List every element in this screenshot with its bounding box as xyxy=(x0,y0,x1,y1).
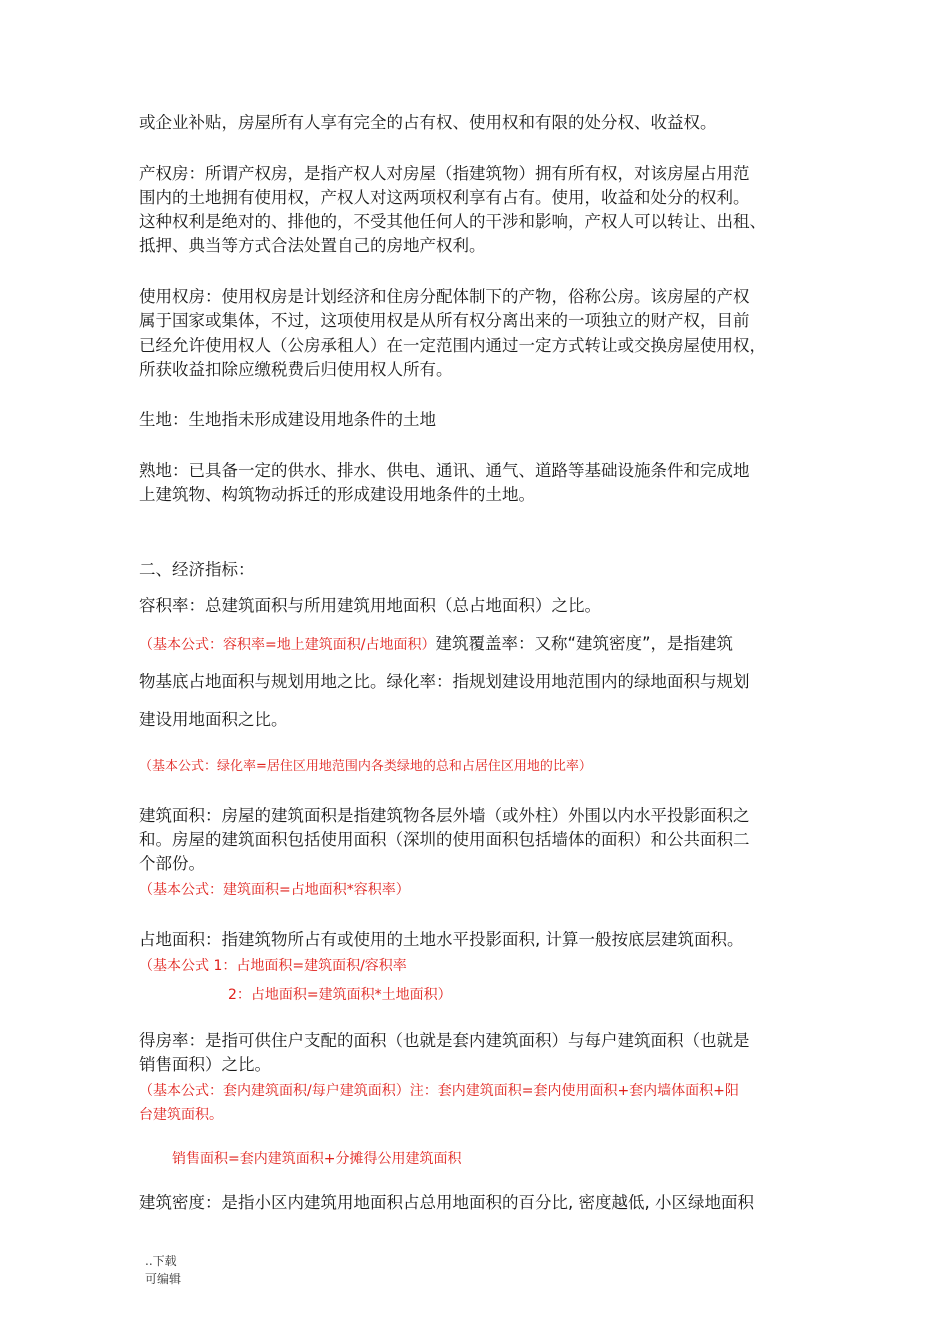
section-heading: 二、经济指标： xyxy=(139,560,255,579)
formula-plot-ratio: （基本公式：容积率=地上建筑面积/占地面积） xyxy=(139,637,436,653)
text-line: 建设用地面积之比。 xyxy=(139,710,288,729)
text-line: 得房率：是指可供住户支配的面积（也就是套内建筑面积）与每户建筑面积（也就是 xyxy=(139,1031,750,1050)
text-line: 或企业补贴，房屋所有人享有完全的占有权、使用权和有限的处分权、收益权。 xyxy=(139,113,717,132)
formula-building-area: （基本公式：建筑面积=占地面积*容积率） xyxy=(139,882,410,898)
text-line: 建筑面积：房屋的建筑面积是指建筑物各层外墙（或外柱）外围以内水平投影面积之 xyxy=(139,806,750,825)
formula-sales-area: 销售面积=套内建筑面积+分摊得公用建筑面积 xyxy=(172,1151,462,1167)
footer-download: ..下载 xyxy=(145,1254,177,1268)
text-line: 和。房屋的建筑面积包括使用面积（深圳的使用面积包括墙体的面积）和公共面积二 xyxy=(139,830,750,849)
text-line: 容积率：总建筑面积与所用建筑用地面积（总占地面积）之比。 xyxy=(139,596,601,615)
text-span: 建筑覆盖率：又称“建筑密度”，是指建筑 xyxy=(435,634,734,653)
text-line: 建筑密度：是指小区内建筑用地面积占总用地面积的百分比, 密度越低, 小区绿地面积 xyxy=(139,1193,754,1212)
text-line: 产权房：所谓产权房，是指产权人对房屋（指建筑物）拥有所有权，对该房屋占用范 xyxy=(139,164,750,183)
formula-land-area-1: （基本公式 1：占地面积=建筑面积/容积率 xyxy=(139,958,407,974)
text-line: 个部份。 xyxy=(139,854,205,873)
formula-land-area-2: 2：占地面积=建筑面积*土地面积） xyxy=(228,987,452,1003)
text-line: 上建筑物、构筑物动拆迁的形成建设用地条件的土地。 xyxy=(139,485,535,504)
text-line: 所获收益扣除应缴税费后归使用权人所有。 xyxy=(139,360,453,379)
text-line: 熟地：已具备一定的供水、排水、供电、通讯、通气、道路等基础设施条件和完成地 xyxy=(139,461,750,480)
text-line: 已经允许使用权人（公房承租人）在一定范围内通过一定方式转让或交换房屋使用权， xyxy=(139,336,766,355)
text-line: 这种权利是绝对的、排他的，不受其他任何人的干涉和影响，产权人可以转让、出租、 xyxy=(139,212,766,231)
text-line-mixed xyxy=(139,634,733,654)
footer-editable: 可编辑 xyxy=(145,1272,182,1286)
text-line: 销售面积）之比。 xyxy=(139,1055,271,1074)
text-line: 物基底占地面积与规划用地之比。绿化率：指规划建设用地范围内的绿地面积与规划 xyxy=(139,672,750,691)
formula-efficiency-ratio-cont: 台建筑面积。 xyxy=(139,1107,223,1123)
text-line: 属于国家或集体，不过，这项使用权是从所有权分离出来的一项独立的财产权，目前 xyxy=(139,311,750,330)
text-line: 围内的土地拥有使用权，产权人对这两项权利享有占有。使用，收益和处分的权利。 xyxy=(139,188,750,207)
formula-green-ratio: （基本公式：绿化率=居住区用地范围内各类绿地的总和占居住区用地的比率） xyxy=(139,759,592,774)
text-line: 占地面积：指建筑物所占有或使用的土地水平投影面积, 计算一般按底层建筑面积。 xyxy=(139,930,744,949)
text-line: 生地：生地指未形成建设用地条件的土地 xyxy=(139,410,436,429)
formula-efficiency-ratio: （基本公式：套内建筑面积/每户建筑面积）注：套内建筑面积=套内使用面积+套内墙体面积+阳 xyxy=(139,1083,739,1099)
text-line: 抵押、典当等方式合法处置自己的房地产权利。 xyxy=(139,236,486,255)
text-line: 使用权房：使用权房是计划经济和住房分配体制下的产物，俗称公房。该房屋的产权 xyxy=(139,287,750,306)
